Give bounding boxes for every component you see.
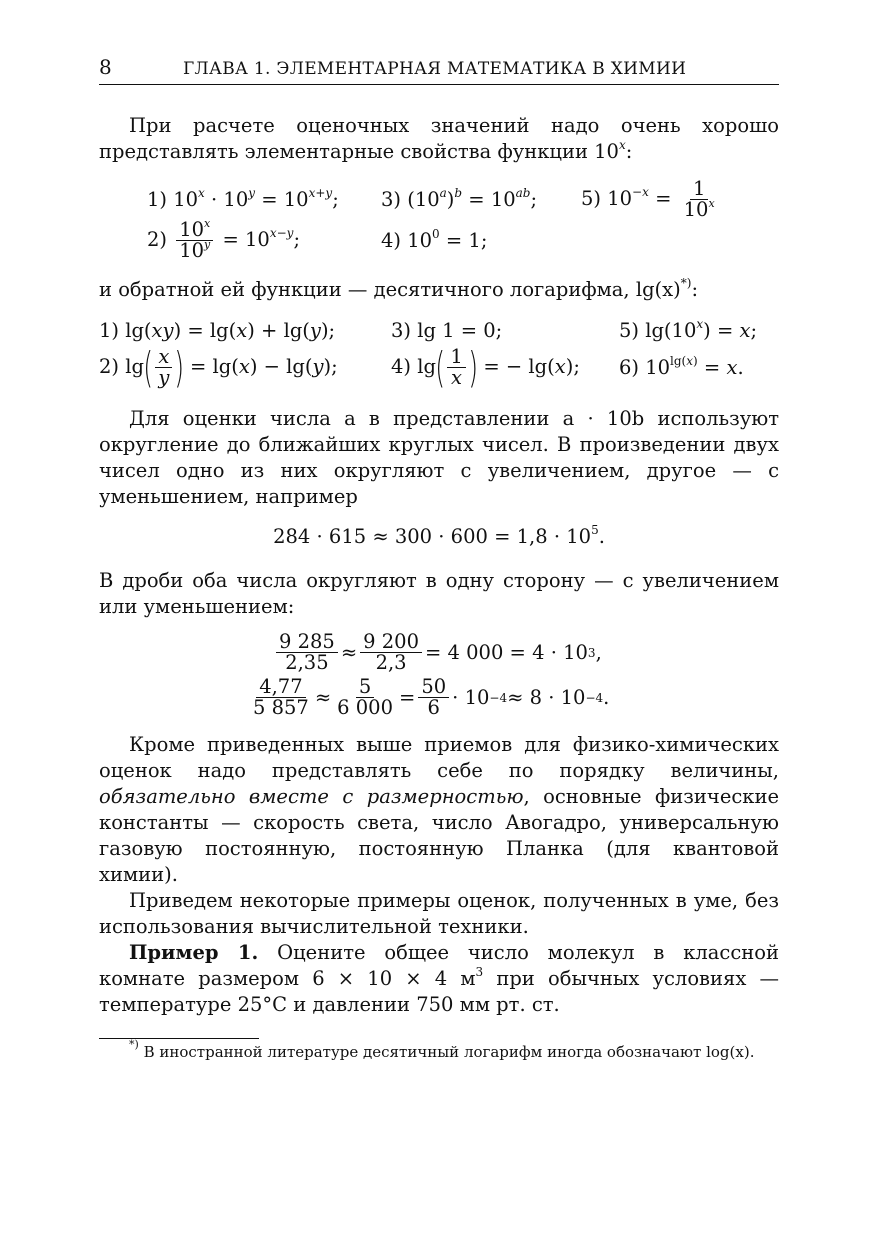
paragraph-examples: Приведем некоторые примеры оценок, полученных в уме, без использования вычислительной техники. (99, 889, 779, 938)
paragraph-fraction: В дроби оба числа округляют в одну сторону — с увеличением или уменьшением: (99, 569, 779, 618)
fraction-equations: $\frac{9 285}{2,35}$ ≈ $\frac{9 200}{2,3}$ = 4 000 = 4 · 10 3 , $\frac{4,77}{5 857}$ ≈ $\frac{5}{6 000}$ = $\frac{50}{6}$ · 10 −4 ≈ 8 · 10 −4 . (253, 630, 610, 719)
example-label: Пример 1. (129, 941, 259, 964)
chapter-title: ГЛАВА 1. ЭЛЕМЕНТАРНАЯ МАТЕМАТИКА В ХИМИИ (183, 59, 687, 79)
paragraph-rounding: Для оценки числа a в представлении a · 10b используют округление до ближайших круглых чисел. В произведении двух чисел одно из них округляют с увеличением, другое — с уменьшением, например (99, 407, 779, 508)
running-header (99, 54, 779, 85)
equation-product: $284 \cdot 615 \approx 300 \cdot 600 = 1,8 \cdot 10^5$. (273, 523, 605, 548)
page (99, 54, 779, 1063)
paragraph-intro: При расчете оценочных значений надо очень хорошо представлять элементарные свойства функции 10$^x$: (99, 114, 779, 163)
paragraph-constants: Кроме приведенных выше приемов для физико-химических оценок надо представлять себе по порядку величины, обязательно вместе с размерностью, основные физические константы — скорость света, число Авогадро, универсальную газовую постоянную, постоянную Планка (для квантовой химии). (99, 733, 780, 886)
footnote: *) В иностранной литературе десятичный логарифм иногда обозначают log(x). (129, 1038, 755, 1061)
power-properties: 1) $10^x \cdot 10^y = 10^{x+y}$; 3) $(10^a)^b = 10^{ab}$; 5) $10^{-x}$ = $\frac{1}{10^x}$ 2) $\frac{10^x}{10^y}$ = $10^{x-y}$; 4) $10^0 = 1$; (147, 177, 715, 262)
log-properties: 1) lg(xy) = lg(x) + lg(y); 3) lg 1 = 0; 5) $\lg(10^x) = x$; 2) lg( $\frac{x}{y}$ ) = lg(x) − lg(y); 4) lg( $\frac{1}{x}$ ) = − lg(x); 6) $10^{lg(x)} = x$. (99, 317, 758, 392)
footnote-rule (99, 1038, 259, 1039)
paragraph-log-intro: и обратной ей функции — десятичного логарифма, lg(x)*): (99, 276, 699, 301)
page-number: 8 (99, 55, 113, 79)
paragraph-example-1: Пример 1. Оцените общее число молекул в классной комнате размером 6 × 10 × 4 $м^3$ при обычных условиях — температуре 25°C и давлении 750 мм рт. ст. (99, 941, 780, 1016)
